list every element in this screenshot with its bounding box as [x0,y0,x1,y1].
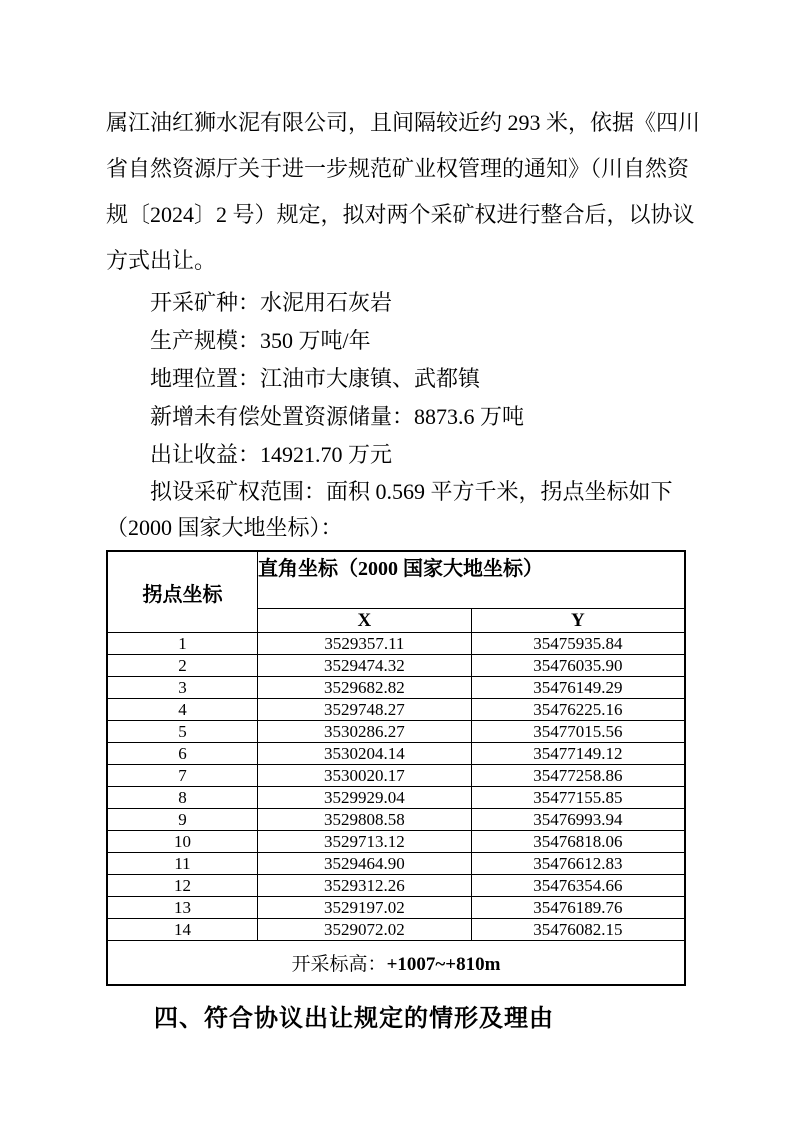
x-value: 3529312.26 [258,875,472,897]
fact-transfer-income: 出让收益：14921.70 万元 [150,442,393,467]
y-value: 35476082.15 [471,919,685,941]
range-intro-line: 拟设采矿权范围：面积 0.569 平方千米，拐点坐标如下 [150,479,673,504]
table-row [107,831,685,853]
y-value: 35477155.85 [471,787,685,809]
x-value: 3530204.14 [258,743,472,765]
fact-location: 地理位置：江油市大康镇、武都镇 [150,366,481,391]
y-value: 35476354.66 [471,875,685,897]
point-number: 8 [107,787,258,809]
point-number: 13 [107,897,258,919]
y-value: 35477258.86 [471,765,685,787]
y-value: 35476993.94 [471,809,685,831]
y-value: 35477149.12 [471,743,685,765]
x-value: 3529197.02 [258,897,472,919]
x-value: 3529474.32 [258,655,472,677]
table-row [107,809,685,831]
y-value: 35476225.16 [471,699,685,721]
point-number: 9 [107,809,258,831]
point-number: 5 [107,721,258,743]
point-number: 2 [107,655,258,677]
table-row [107,721,685,743]
table-header-row [107,551,685,609]
y-value: 35476149.29 [471,677,685,699]
point-number: 12 [107,875,258,897]
y-value: 35476189.76 [471,897,685,919]
body-paragraph [106,100,701,284]
range-intro [106,474,686,546]
x-value: 3529748.27 [258,699,472,721]
x-value: 3529464.90 [258,853,472,875]
table-row [107,699,685,721]
range-intro-line: （2000 国家大地坐标）： [106,515,343,540]
mining-elevation-cell [107,941,685,986]
y-value: 35476035.90 [471,655,685,677]
table-row [107,633,685,655]
y-value: 35476818.06 [471,831,685,853]
point-number: 4 [107,699,258,721]
x-value: 3529713.12 [258,831,472,853]
point-number: 14 [107,919,258,941]
table-row [107,743,685,765]
point-number: 7 [107,765,258,787]
y-column-header: Y [471,609,685,633]
fact-production-scale: 生产规模：350 万吨/年 [150,328,371,353]
mining-elevation-label: 开采标高： [291,954,387,975]
group-header-cell: 直角坐标（2000 国家大地坐标） [258,551,686,609]
paragraph-line: 属江油红狮水泥有限公司，且间隔较近约 293 米，依据《四川 [106,110,701,135]
table-row [107,897,685,919]
paragraph-line: 规〔2024〕2 号）规定，拟对两个采矿权进行整合后，以协议 [106,202,695,227]
point-number: 10 [107,831,258,853]
paragraph-line: 省自然资源厅关于进一步规范矿业权管理的通知》（川自然资 [106,156,690,181]
y-value: 35475935.84 [471,633,685,655]
x-value: 3529357.11 [258,633,472,655]
table-row [107,655,685,677]
fact-mineral-type: 开采矿种：水泥用石灰岩 [150,290,393,315]
table-row [107,677,685,699]
x-value: 3529072.02 [258,919,472,941]
table-row [107,765,685,787]
point-number: 6 [107,743,258,765]
coordinate-table [106,550,686,986]
x-value: 3529929.04 [258,787,472,809]
table-row [107,787,685,809]
paragraph-line: 方式出让。 [106,248,217,273]
x-column-header: X [258,609,472,633]
mining-elevation-value: +1007~+810m [386,954,501,975]
y-value: 35477015.56 [471,721,685,743]
point-number: 11 [107,853,258,875]
x-value: 3529808.58 [258,809,472,831]
table-footer-row [107,941,685,986]
table-row [107,875,685,897]
corner-header-cell: 拐点坐标 [107,551,258,633]
x-value: 3529682.82 [258,677,472,699]
point-number: 1 [107,633,258,655]
y-value: 35476612.83 [471,853,685,875]
table-row [107,853,685,875]
x-value: 3530020.17 [258,765,472,787]
section-heading: 四、符合协议出让规定的情形及理由 [154,1005,554,1032]
table-row [107,919,685,941]
x-value: 3530286.27 [258,721,472,743]
fact-list [106,284,686,474]
point-number: 3 [107,677,258,699]
fact-resource-reserves: 新增未有偿处置资源储量：8873.6 万吨 [150,404,525,429]
